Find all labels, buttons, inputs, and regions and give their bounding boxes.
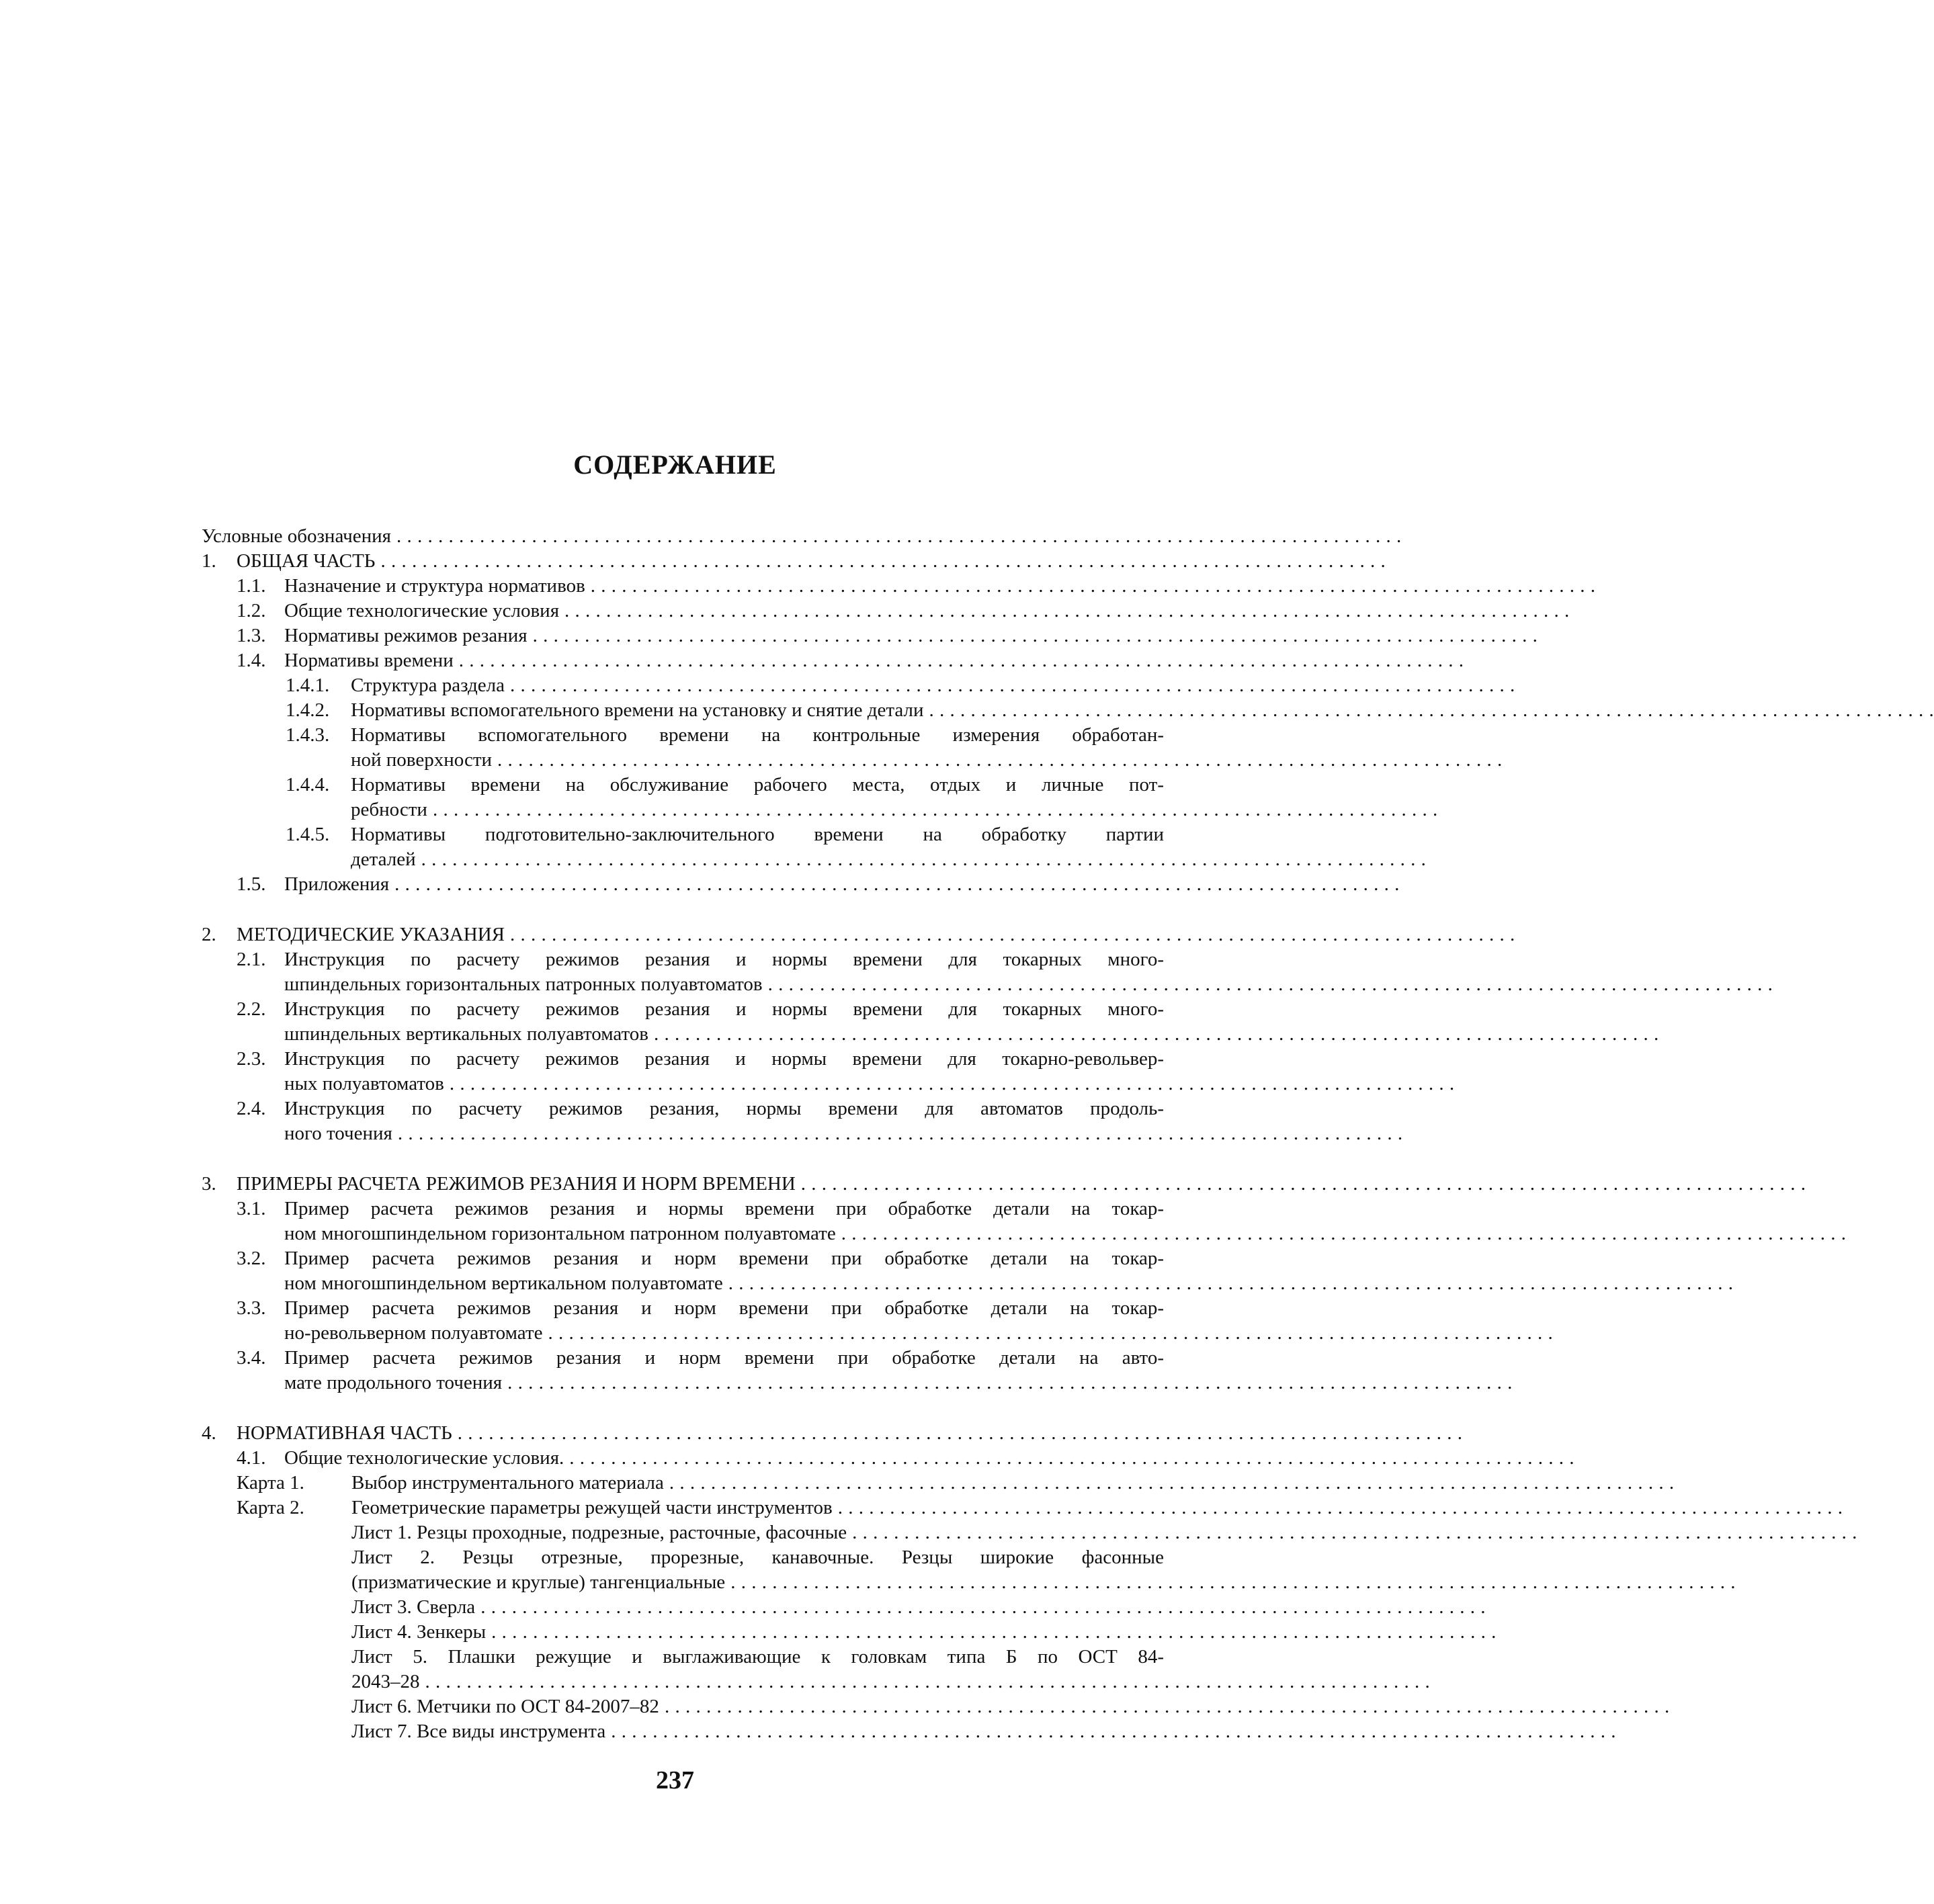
toc-entry-text: Лист 6. Метчики по ОСТ 84-2007–82	[351, 1696, 659, 1717]
leader-dots: . . . . . . . . . . . . . . . . . . . . . . . . . . . . . . . . . . . . . . . . . . . . . . . . . . . . . . . . . . . . . . . . . . . . . . . . . . . . . . . . . . . . . . . . . . . . . . . . .	[929, 699, 1934, 721]
toc-entry[interactable]	[237, 1047, 1455, 1096]
toc-entry[interactable]	[286, 773, 1438, 822]
toc-entry-text: Пример расчета режимов резания и норм времени при обработке детали на авто-	[284, 1347, 1164, 1369]
toc-entry-number: 4.	[202, 1422, 216, 1444]
leader-dots: . . . . . . . . . . . . . . . . . . . . . . . . . . . . . . . . . . . . . . . . . . . . . . . . . . . . . . . . . . . . . . . . . . . . . . . . . . . . . . . . . . . . . . . . . . . . . . . . .	[432, 799, 1438, 820]
leader-dots: . . . . . . . . . . . . . . . . . . . . . . . . . . . . . . . . . . . . . . . . . . . . . . . . . . . . . . . . . . . . . . . . . . . . . . . . . . . . . . . . . . . . . . . . . . . . . . . . .	[380, 550, 1386, 572]
toc-entry-text: ребности	[351, 799, 427, 820]
toc-entry-text: Назначение и структура нормативов	[284, 575, 585, 597]
toc-entry[interactable]	[351, 1595, 1486, 1620]
leader-dots: . . . . . . . . . . . . . . . . . . . . . . . . . . . . . . . . . . . . . . . . . . . . . . . . . . . . . . . . . . . . . . . . . . . . . . . . . . . . . . . . . . . . . . . . . . . . . . . . .	[491, 1621, 1497, 1643]
section-gap	[202, 1395, 1164, 1421]
toc-entry[interactable]	[237, 574, 1596, 599]
toc-entry-text: мате продольного точения	[284, 1372, 503, 1393]
section-gap	[202, 1146, 1164, 1172]
toc-entry-number: 4.1.	[237, 1447, 266, 1469]
toc-entry-text: Инструкция по расчету режимов резания и нормы времени для токарно-револьвер-	[284, 1048, 1164, 1070]
toc-entry-text: Нормативы подготовительно-заключительного времени на обработку партии	[351, 824, 1164, 845]
leader-dots: . . . . . . . . . . . . . . . . . . . . . . . . . . . . . . . . . . . . . . . . . . . . . . . . . . . . . . . . . . . . . . . . . . . . . . . . . . . . . . . . . . . . . . . . . . . . . . . . .	[767, 973, 1773, 995]
toc-entry-text: Лист 5. Плашки режущие и выглаживающие к головкам типа Б по ОСТ 84-	[351, 1646, 1164, 1668]
leader-dots: . . . . . . . . . . . . . . . . . . . . . . . . . . . . . . . . . . . . . . . . . . . . . . . . . . . . . . . . . . . . . . . . . . . . . . . . . . . . . . . . . . . . . . . . . . . . . . . . .	[569, 1447, 1575, 1469]
leader-dots: . . . . . . . . . . . . . . . . . . . . . . . . . . . . . . . . . . . . . . . . . . . . . . . . . . . . . . . . . . . . . . . . . . . . . . . . . . . . . . . . . . . . . . . . . . . . . . . . .	[457, 1422, 1463, 1444]
toc-entry[interactable]	[237, 1197, 1847, 1246]
table-of-contents	[202, 524, 1934, 1744]
toc-entry[interactable]	[351, 1694, 1670, 1719]
leader-dots: . . . . . . . . . . . . . . . . . . . . . . . . . . . . . . . . . . . . . . . . . . . . . . . . . . . . . . . . . . . . . . . . . . . . . . . . . . . . . . . . . . . . . . . . . . . . . . . . .	[800, 1173, 1806, 1195]
toc-entry-number: 1.	[202, 550, 216, 572]
toc-entry-number: 1.4.	[237, 650, 266, 671]
toc-entry-text: 2043–28	[351, 1671, 420, 1692]
toc-entry-text: ОБЩАЯ ЧАСТЬ	[237, 550, 376, 572]
toc-entry-text: Лист 2. Резцы отрезные, прорезные, канавочные. Резцы широкие фасонные	[351, 1547, 1164, 1568]
toc-entry-text: (призматические и круглые) тангенциальные	[351, 1571, 726, 1593]
toc-entry-text: Пример расчета режимов резания и норм времени при обработке детали на токар-	[284, 1248, 1164, 1269]
toc-entry[interactable]	[286, 698, 1934, 723]
toc-entry-text: ПРИМЕРЫ РАСЧЕТА РЕЖИМОВ РЕЗАНИЯ И НОРМ ВРЕМЕНИ	[237, 1173, 796, 1195]
toc-entry[interactable]	[237, 623, 1538, 648]
toc-entry-text: ном многошпиндельном вертикальном полуавтомате	[284, 1272, 723, 1294]
toc-entry-number: 3.3.	[237, 1297, 266, 1319]
toc-entry-text: Инструкция по расчету режимов резания и нормы времени для токарных много-	[284, 949, 1164, 970]
toc-entry-text: Структура раздела	[351, 675, 505, 696]
leader-dots: . . . . . . . . . . . . . . . . . . . . . . . . . . . . . . . . . . . . . . . . . . . . . . . . . . . . . . . . . . . . . . . . . . . . . . . . . . . . . . . . . . . . . . . . . . . . . . . . .	[510, 924, 1515, 945]
toc-entry-number: 1.1.	[237, 575, 266, 597]
toc-entry-number: 1.5.	[237, 873, 266, 895]
toc-entry[interactable]	[237, 1496, 1843, 1520]
toc-entry-text: Лист 4. Зенкеры	[351, 1621, 487, 1643]
toc-entry[interactable]	[237, 1096, 1403, 1146]
section-gap	[202, 897, 1164, 922]
toc-entry-number: 3.1.	[237, 1198, 266, 1219]
toc-entry-number: 2.3.	[237, 1048, 266, 1070]
toc-entry-text: Нормативы времени на обслуживание рабочего места, отдых и личные пот-	[351, 774, 1164, 795]
toc-entry-text: Условные обозначения	[202, 525, 391, 547]
toc-entry-text: но-револьверном полуавтомате	[284, 1322, 543, 1344]
toc-entry-number: 3.	[202, 1173, 216, 1195]
page-title: СОДЕРЖАНИЕ	[573, 449, 777, 480]
leader-dots: . . . . . . . . . . . . . . . . . . . . . . . . . . . . . . . . . . . . . . . . . . . . . . . . . . . . . . . . . . . . . . . . . . . . . . . . . . . . . . . . . . . . . . . . . . . . . . . . .	[532, 625, 1538, 646]
toc-entry-number: 2.4.	[237, 1098, 266, 1119]
leader-dots: . . . . . . . . . . . . . . . . . . . . . . . . . . . . . . . . . . . . . . . . . . . . . . . . . . . . . . . . . . . . . . . . . . . . . . . . . . . . . . . . . . . . . . . . . . . . . . . . .	[394, 873, 1400, 895]
leader-dots: . . . . . . . . . . . . . . . . . . . . . . . . . . . . . . . . . . . . . . . . . . . . . . . . . . . . . . . . . . . . . . . . . . . . . . . . . . . . . . . . . . . . . . . . . . . . . . . . .	[841, 1223, 1847, 1244]
leader-dots: . . . . . . . . . . . . . . . . . . . . . . . . . . . . . . . . . . . . . . . . . . . . . . . . . . . . . . . . . . . . . . . . . . . . . . . . . . . . . . . . . . . . . . . . . . . . . . . . .	[548, 1322, 1554, 1344]
toc-entry[interactable]	[237, 997, 1659, 1047]
toc-entry-number: 1.4.3.	[286, 724, 330, 746]
toc-entry[interactable]	[237, 947, 1773, 997]
toc-entry[interactable]	[237, 599, 1570, 623]
toc-entry-text: Пример расчета режимов резания и норм времени при обработке детали на токар-	[284, 1297, 1164, 1319]
toc-entry-text: Пример расчета режимов резания и нормы времени при обработке детали на токар-	[284, 1198, 1164, 1219]
toc-entry-text: ном многошпиндельном горизонтальном патронном полуавтомате	[284, 1223, 836, 1244]
toc-entry[interactable]	[237, 872, 1400, 897]
toc-entry-number: 1.2.	[237, 600, 266, 621]
leader-dots: . . . . . . . . . . . . . . . . . . . . . . . . . . . . . . . . . . . . . . . . . . . . . . . . . . . . . . . . . . . . . . . . . . . . . . . . . . . . . . . . . . . . . . . . . . . . . . . . .	[449, 1073, 1455, 1094]
toc-entry-text: деталей	[351, 849, 416, 870]
leader-dots: . . . . . . . . . . . . . . . . . . . . . . . . . . . . . . . . . . . . . . . . . . . . . . . . . . . . . . . . . . . . . . . . . . . . . . . . . . . . . . . . . . . . . . . . . . . . . . . . .	[664, 1696, 1670, 1717]
leader-dots: . . . . . . . . . . . . . . . . . . . . . . . . . . . . . . . . . . . . . . . . . . . . . . . . . . . . . . . . . . . . . . . . . . . . . . . . . . . . . . . . . . . . . . . . . . . . . . . . .	[497, 749, 1503, 771]
toc-entry-text: ного точения	[284, 1123, 392, 1144]
toc-entry[interactable]	[286, 822, 1427, 872]
toc-entry[interactable]	[286, 673, 1515, 698]
toc-entry-text: Общие технологические условия	[284, 600, 560, 621]
toc-entry-number: 1.4.4.	[286, 774, 330, 795]
toc-entry-text: ных полуавтоматов	[284, 1073, 444, 1094]
toc-entry[interactable]	[237, 1471, 1675, 1496]
leader-dots: . . . . . . . . . . . . . . . . . . . . . . . . . . . . . . . . . . . . . . . . . . . . . . . . . . . . . . . . . . . . . . . . . . . . . . . . . . . . . . . . . . . . . . . . . . . . . . . . .	[480, 1596, 1486, 1618]
leader-dots: . . . . . . . . . . . . . . . . . . . . . . . . . . . . . . . . . . . . . . . . . . . . . . . . . . . . . . . . . . . . . . . . . . . . . . . . . . . . . . . . . . . . . . . . . . . . . . . . .	[837, 1497, 1843, 1518]
toc-entry-number: 3.4.	[237, 1347, 266, 1369]
toc-entry-number: 2.1.	[237, 949, 266, 970]
leader-dots: . . . . . . . . . . . . . . . . . . . . . . . . . . . . . . . . . . . . . . . . . . . . . . . . . . . . . . . . . . . . . . . . . . . . . . . . . . . . . . . . . . . . . . . . . . . . . . . . .	[653, 1023, 1659, 1045]
toc-entry-text: Нормативы режимов резания	[284, 625, 528, 646]
toc-entry-number: 1.4.2.	[286, 699, 330, 721]
toc-entry[interactable]	[202, 524, 1402, 549]
toc-entry[interactable]	[237, 648, 1464, 673]
toc-entry-number: 2.2.	[237, 998, 266, 1020]
leader-dots: . . . . . . . . . . . . . . . . . . . . . . . . . . . . . . . . . . . . . . . . . . . . . . . . . . . . . . . . . . . . . . . . . . . . . . . . . . . . . . . . . . . . . . . . . . . . . . . . .	[728, 1272, 1734, 1294]
toc-entry-text: ной поверхности	[351, 749, 493, 771]
leader-dots: . . . . . . . . . . . . . . . . . . . . . . . . . . . . . . . . . . . . . . . . . . . . . . . . . . . . . . . . . . . . . . . . . . . . . . . . . . . . . . . . . . . . . . . . . . . . . . . . .	[458, 650, 1464, 671]
toc-section[interactable]	[202, 1421, 1463, 1446]
toc-entry-text: Геометрические параметры режущей части инструментов	[351, 1497, 833, 1518]
leader-dots: . . . . . . . . . . . . . . . . . . . . . . . . . . . . . . . . . . . . . . . . . . . . . . . . . . . . . . . . . . . . . . . . . . . . . . . . . . . . . . . . . . . . . . . . . . . . . . . . .	[590, 575, 1596, 597]
toc-entry-text: Нормативы вспомогательного времени на установку и снятие детали	[351, 699, 924, 721]
toc-entry-number: Карта 2.	[237, 1497, 304, 1518]
toc-entry-text: Инструкция по расчету режимов резания, нормы времени для автоматов продоль-	[284, 1098, 1164, 1119]
leader-dots: . . . . . . . . . . . . . . . . . . . . . . . . . . . . . . . . . . . . . . . . . . . . . . . . . . . . . . . . . . . . . . . . . . . . . . . . . . . . . . . . . . . . . . . . . . . . . . . . .	[669, 1472, 1675, 1494]
toc-entry-text: шпиндельных горизонтальных патронных полуавтоматов	[284, 973, 763, 995]
toc-entry-number: 1.3.	[237, 625, 266, 646]
toc-entry-text: МЕТОДИЧЕСКИЕ УКАЗАНИЯ	[237, 924, 505, 945]
toc-entry[interactable]	[237, 1246, 1734, 1296]
toc-entry-text: Инструкция по расчету режимов резания и нормы времени для токарных много-	[284, 998, 1164, 1020]
toc-entry-text: Лист 1. Резцы проходные, подрезные, расточные, фасочные	[351, 1522, 847, 1543]
toc-entry-number: 1.4.1.	[286, 675, 330, 696]
toc-entry[interactable]	[237, 1346, 1513, 1395]
leader-dots: . . . . . . . . . . . . . . . . . . . . . . . . . . . . . . . . . . . . . . . . . . . . . . . . . . . . . . . . . . . . . . . . . . . . . . . . . . . . . . . . . . . . . . . . . . . . . . . . .	[730, 1571, 1736, 1593]
toc-entry[interactable]	[351, 1620, 1497, 1645]
toc-entry-text: шпиндельных вертикальных полуавтоматов	[284, 1023, 648, 1045]
leader-dots: . . . . . . . . . . . . . . . . . . . . . . . . . . . . . . . . . . . . . . . . . . . . . . . . . . . . . . . . . . . . . . . . . . . . . . . . . . . . . . . . . . . . . . . . . . . . . . . . .	[425, 1671, 1431, 1692]
toc-entry[interactable]	[237, 1446, 1575, 1471]
toc-entry[interactable]	[351, 1545, 1736, 1595]
toc-entry-text: Лист 7. Все виды инструмента	[351, 1721, 606, 1742]
toc-entry[interactable]	[351, 1719, 1616, 1744]
toc-section[interactable]	[202, 922, 1515, 947]
leader-dots: . . . . . . . . . . . . . . . . . . . . . . . . . . . . . . . . . . . . . . . . . . . . . . . . . . . . . . . . . . . . . . . . . . . . . . . . . . . . . . . . . . . . . . . . . . . . . . . . .	[396, 525, 1402, 547]
leader-dots: . . . . . . . . . . . . . . . . . . . . . . . . . . . . . . . . . . . . . . . . . . . . . . . . . . . . . . . . . . . . . . . . . . . . . . . . . . . . . . . . . . . . . . . . . . . . . . . . .	[397, 1123, 1403, 1144]
toc-entry-number: 3.2.	[237, 1248, 266, 1269]
leader-dots: . . . . . . . . . . . . . . . . . . . . . . . . . . . . . . . . . . . . . . . . . . . . . . . . . . . . . . . . . . . . . . . . . . . . . . . . . . . . . . . . . . . . . . . . . . . . . . . . .	[852, 1522, 1857, 1543]
toc-entry-text: Приложения	[284, 873, 390, 895]
toc-entry-text: Нормативы вспомогательного времени на контрольные измерения обработан-	[351, 724, 1164, 746]
toc-entry[interactable]	[351, 1520, 1857, 1545]
toc-section[interactable]	[202, 1172, 1806, 1197]
toc-entry-number: Карта 1.	[237, 1472, 304, 1494]
toc-entry[interactable]	[351, 1645, 1431, 1694]
toc-entry-number: 1.4.5.	[286, 824, 330, 845]
toc-entry-text: Выбор инструментального материала	[351, 1472, 664, 1494]
toc-entry-text: Общие технологические условия.	[284, 1447, 564, 1469]
leader-dots: . . . . . . . . . . . . . . . . . . . . . . . . . . . . . . . . . . . . . . . . . . . . . . . . . . . . . . . . . . . . . . . . . . . . . . . . . . . . . . . . . . . . . . . . . . . . . . . . .	[421, 849, 1427, 870]
toc-entry[interactable]	[237, 1296, 1554, 1346]
toc-entry-text: НОРМАТИВНАЯ ЧАСТЬ	[237, 1422, 452, 1444]
leader-dots: . . . . . . . . . . . . . . . . . . . . . . . . . . . . . . . . . . . . . . . . . . . . . . . . . . . . . . . . . . . . . . . . . . . . . . . . . . . . . . . . . . . . . . . . . . . . . . . . .	[564, 600, 1570, 621]
page-number: 237	[656, 1766, 694, 1794]
leader-dots: . . . . . . . . . . . . . . . . . . . . . . . . . . . . . . . . . . . . . . . . . . . . . . . . . . . . . . . . . . . . . . . . . . . . . . . . . . . . . . . . . . . . . . . . . . . . . . . . .	[510, 675, 1515, 696]
leader-dots: . . . . . . . . . . . . . . . . . . . . . . . . . . . . . . . . . . . . . . . . . . . . . . . . . . . . . . . . . . . . . . . . . . . . . . . . . . . . . . . . . . . . . . . . . . . . . . . . .	[611, 1721, 1616, 1742]
leader-dots: . . . . . . . . . . . . . . . . . . . . . . . . . . . . . . . . . . . . . . . . . . . . . . . . . . . . . . . . . . . . . . . . . . . . . . . . . . . . . . . . . . . . . . . . . . . . . . . . .	[507, 1372, 1513, 1393]
toc-entry[interactable]	[286, 723, 1503, 773]
toc-section[interactable]	[202, 549, 1386, 574]
toc-entry-text: Нормативы времени	[284, 650, 454, 671]
toc-entry-text: Лист 3. Сверла	[351, 1596, 476, 1618]
toc-entry-number: 2.	[202, 924, 216, 945]
